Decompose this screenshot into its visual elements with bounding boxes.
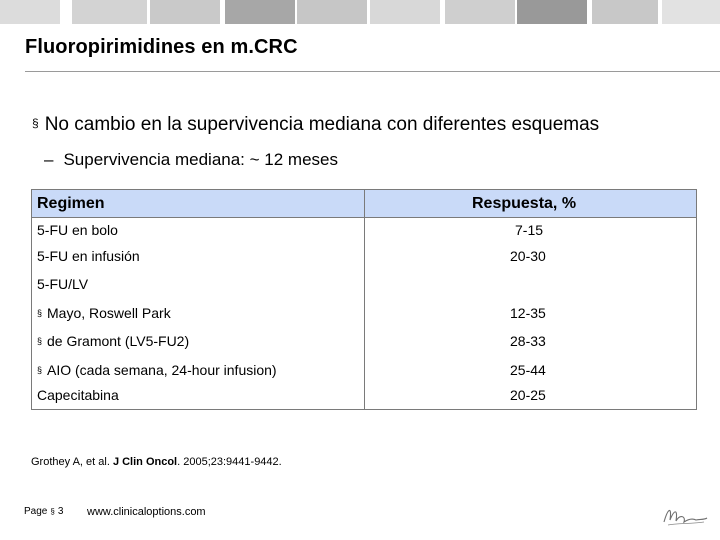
- regimen-table: [31, 189, 697, 410]
- page-value: 3: [57, 506, 64, 517]
- topbar-segment: [517, 0, 587, 24]
- citation-authors: Grothey A, et al.: [31, 456, 113, 468]
- title-divider: [25, 71, 720, 72]
- cell-respuesta: 25-44: [510, 362, 546, 378]
- page-number: [24, 506, 63, 517]
- top-decorative-bar: [0, 0, 720, 24]
- cell-text: Mayo, Roswell Park: [47, 305, 171, 321]
- citation-details: . 2005;23:9441-9442.: [177, 456, 282, 468]
- topbar-segment: [592, 0, 658, 24]
- cell-regimen: [37, 362, 277, 378]
- cell-respuesta: 20-25: [510, 387, 546, 403]
- footer-url-link[interactable]: www.clinicaloptions.com: [87, 506, 206, 518]
- bullet-dash: –: [44, 150, 54, 169]
- cell-respuesta: 7-15: [515, 222, 544, 238]
- topbar-segment: [0, 0, 60, 24]
- column-divider: [364, 190, 365, 409]
- signature-logo: [660, 500, 710, 530]
- bullet-marker: §: [32, 116, 39, 130]
- sub-bullet-marker: §: [37, 365, 43, 375]
- topbar-segment: [225, 0, 295, 24]
- slide-title: Fluoropirimidines en m.CRC: [25, 36, 298, 58]
- sub-bullet-marker: §: [37, 336, 43, 346]
- topbar-segment: [445, 0, 515, 24]
- topbar-segment: [297, 0, 367, 24]
- topbar-segment: [150, 0, 220, 24]
- cell-regimen: Capecitabina: [37, 387, 119, 403]
- citation: [31, 456, 282, 468]
- topbar-segment: [370, 0, 440, 24]
- page-label: Page: [24, 506, 48, 517]
- page-marker: §: [50, 507, 55, 516]
- header-regimen: Regimen: [37, 195, 105, 212]
- cell-regimen: 5-FU en bolo: [37, 222, 118, 238]
- topbar-segment: [662, 0, 720, 24]
- cell-regimen: [37, 305, 171, 321]
- bullet-text: Supervivencia mediana: ~ 12 meses: [63, 150, 338, 169]
- bullet-text: No cambio en la supervivencia mediana con diferentes esquemas: [44, 114, 600, 135]
- topbar-segment: [72, 0, 147, 24]
- bullet-level-2: [44, 150, 338, 170]
- header-respuesta: Respuesta, %: [472, 195, 577, 212]
- cell-text: AIO (cada semana, 24-hour infusion): [47, 362, 277, 378]
- citation-journal: J Clin Oncol: [112, 456, 178, 468]
- bullet-level-1: [32, 114, 599, 136]
- cell-regimen: 5-FU en infusión: [37, 248, 140, 264]
- cell-respuesta: 20-30: [510, 248, 546, 264]
- cell-regimen: [37, 333, 189, 349]
- cell-respuesta: 28-33: [510, 333, 546, 349]
- cell-regimen: 5-FU/LV: [37, 276, 89, 292]
- cell-respuesta: 12-35: [510, 305, 546, 321]
- sub-bullet-marker: §: [37, 308, 43, 318]
- cell-text: de Gramont (LV5-FU2): [47, 333, 190, 349]
